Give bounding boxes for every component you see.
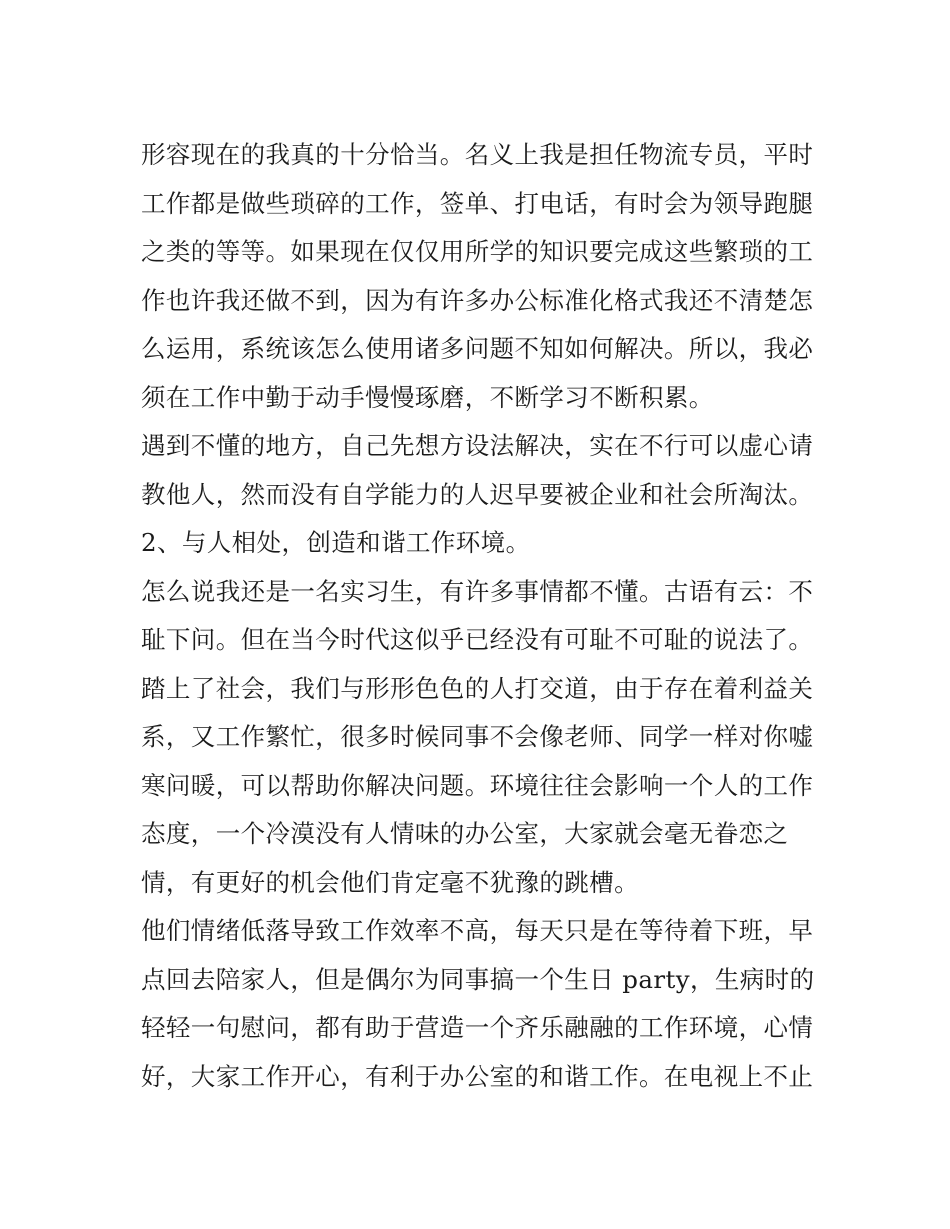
text-line: 遇到不懂的地方，自己先想方设法解决，实在不行可以虚心请: [141, 431, 814, 460]
text-line: 点回去陪家人，但是偶尔为同事搞一个生日 party，生病时的: [141, 964, 815, 994]
text-line: 态度，一个冷漠没有人情味的办公室，大家就会毫无眷恋之: [141, 819, 789, 848]
text-line: 寒问暖，可以帮助你解决问题。环境往往会影响一个人的工作: [141, 770, 814, 800]
text-line: 耻下问。但在当今时代这似乎已经没有可耻不可耻的说法了。: [141, 625, 814, 654]
text-line: 形容现在的我真的十分恰当。名义上我是担任物流专员，平时: [141, 140, 814, 169]
text-line: 系，又工作繁忙，很多时候同事不会像老师、同学一样对你嘘: [141, 722, 814, 751]
text-line: 好，大家工作开心，有利于办公室的和谐工作。在电视上不止: [141, 1061, 814, 1091]
text-line: 怎么说我还是一名实习生，有许多事情都不懂。古语有云：不: [141, 576, 814, 606]
text-line: 轻轻一句慰问，都有助于营造一个齐乐融融的工作环境，心情: [141, 1013, 814, 1042]
text-line: 之类的等等。如果现在仅仅用所学的知识要完成这些繁琐的工: [141, 237, 814, 266]
text-line: 作也许我还做不到，因为有许多办公标准化格式我还不清楚怎: [141, 285, 814, 315]
text-line: 踏上了社会，我们与形形色色的人打交道，由于存在着利益关: [141, 673, 814, 703]
text-line: 工作都是做些琐碎的工作，签单、打电话，有时会为领导跑腿: [141, 188, 814, 218]
text-line: 他们情绪低落导致工作效率不高，每天只是在等待着下班，早: [141, 916, 814, 945]
section-heading: 2、与人相处，创造和谐工作环境。: [141, 528, 531, 557]
text-line: 情，有更好的机会他们肯定毫不犹豫的跳槽。: [141, 867, 639, 897]
text-line: 么运用，系统该怎么使用诸多问题不知如何解决。所以，我必: [141, 334, 814, 363]
text-line: 教他人，然而没有自学能力的人迟早要被企业和社会所淘汰。: [141, 479, 814, 509]
text-line: 须在工作中勤于动手慢慢琢磨，不断学习不断积累。: [141, 382, 714, 412]
document-body: [141, 131, 821, 1101]
